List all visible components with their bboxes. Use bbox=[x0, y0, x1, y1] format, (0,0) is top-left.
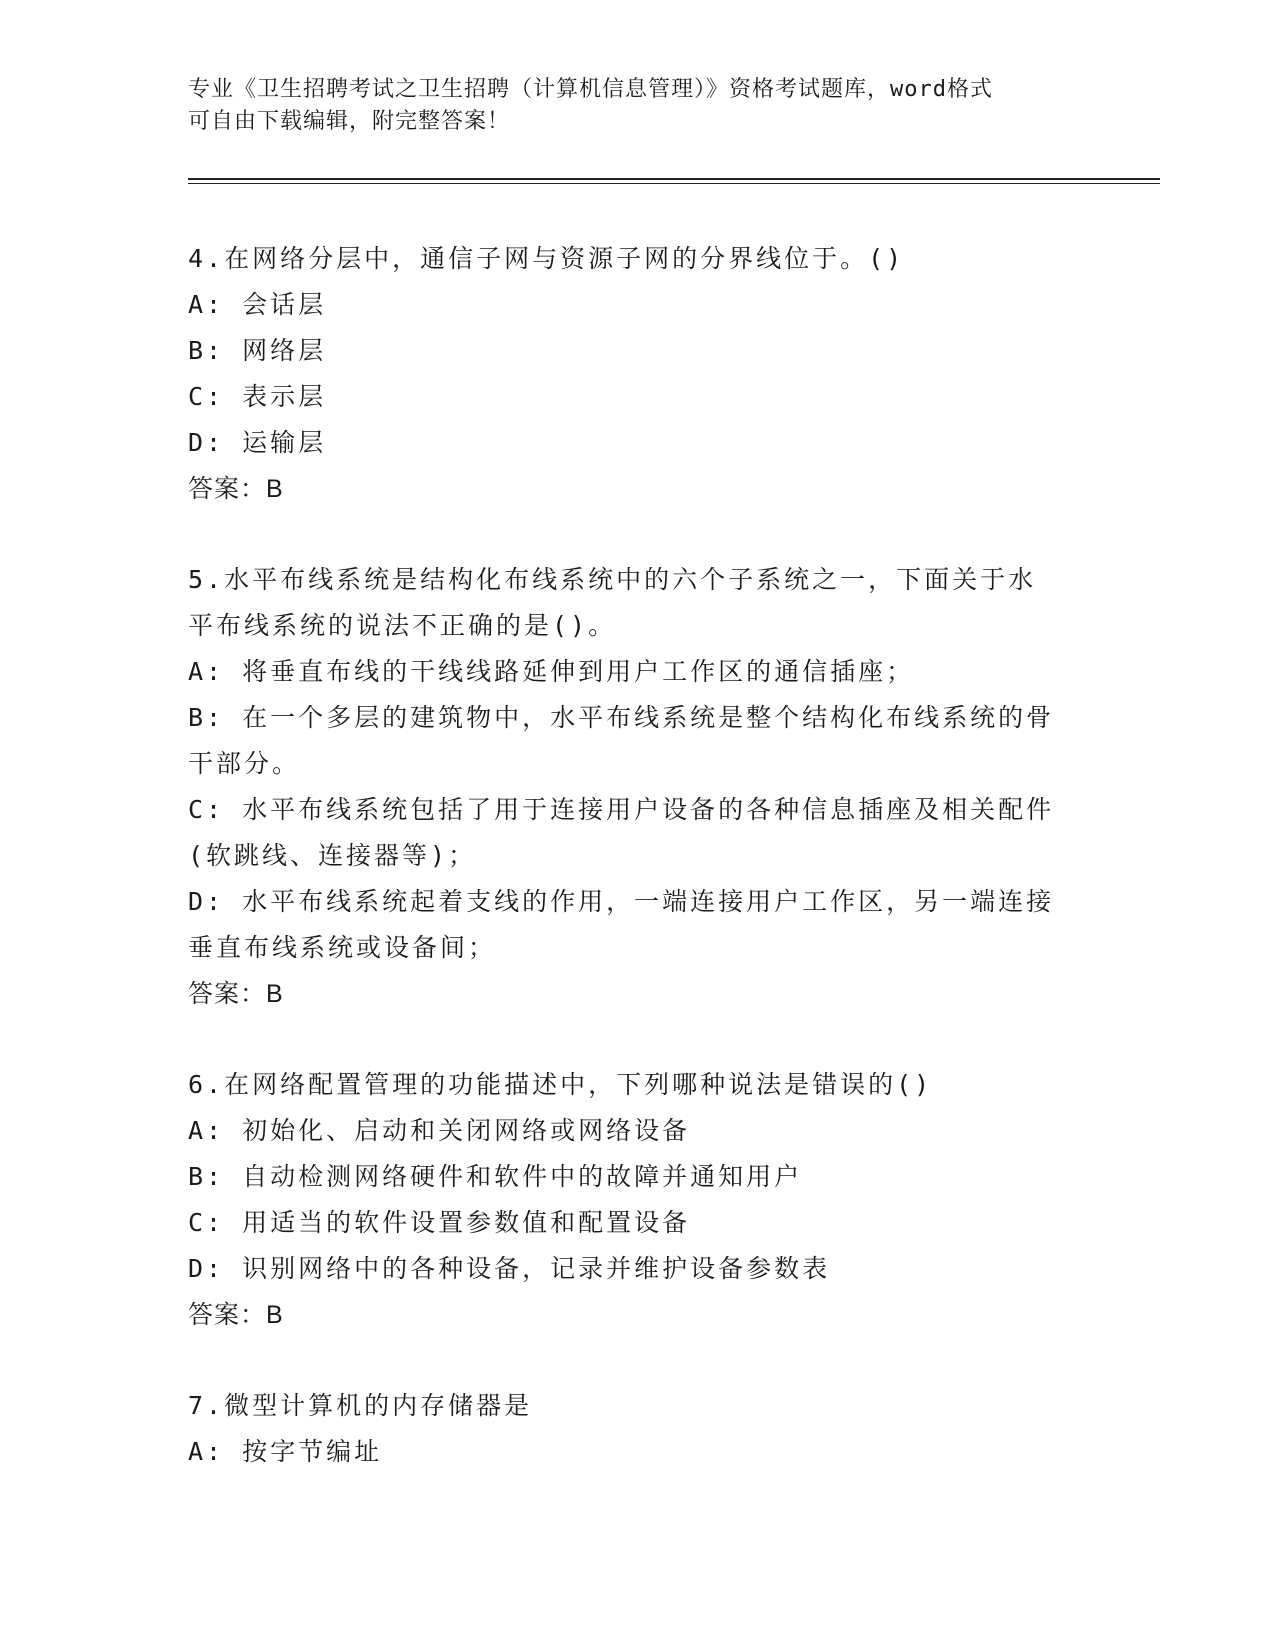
question-stem: 4.在网络分层中，通信子网与资源子网的分界线位于。() bbox=[188, 244, 905, 273]
answer-line: 答案：B bbox=[188, 1301, 284, 1329]
answer-line: 答案：B bbox=[188, 980, 284, 1008]
option-line: B: 网络层 bbox=[188, 336, 327, 365]
question-block bbox=[188, 1062, 1088, 1338]
answer-line: 答案：B bbox=[188, 475, 284, 503]
question-block bbox=[188, 557, 1088, 1017]
question-block bbox=[188, 1383, 1088, 1475]
option-line: (软跳线、连接器等)； bbox=[188, 841, 477, 870]
option-line: A: 会话层 bbox=[188, 290, 327, 319]
document-header bbox=[188, 74, 1068, 138]
question-stem: 7.微型计算机的内存储器是 bbox=[188, 1391, 533, 1420]
question-block bbox=[188, 236, 1088, 512]
option-line: B: 在一个多层的建筑物中，水平布线系统是整个结构化布线系统的骨 bbox=[188, 703, 1055, 732]
option-line: A: 初始化、启动和关闭网络或网络设备 bbox=[188, 1116, 691, 1145]
header-line-1: 专业《卫生招聘考试之卫生招聘（计算机信息管理）》资格考试题库，word格式 bbox=[188, 77, 993, 102]
option-line: D: 运输层 bbox=[188, 428, 327, 457]
option-line: 垂直布线系统或设备间； bbox=[188, 933, 497, 962]
question-stem: 平布线系统的说法不正确的是()。 bbox=[188, 611, 617, 640]
question-stem: 5.水平布线系统是结构化布线系统中的六个子系统之一，下面关于水 bbox=[188, 565, 1037, 594]
option-line: D: 水平布线系统起着支线的作用，一端连接用户工作区，另一端连接 bbox=[188, 887, 1055, 916]
header-line-2: 可自由下载编辑，附完整答案！ bbox=[188, 109, 511, 134]
header-divider-thin bbox=[188, 183, 1160, 184]
option-line: C: 水平布线系统包括了用于连接用户设备的各种信息插座及相关配件 bbox=[188, 795, 1055, 824]
question-list bbox=[188, 236, 1088, 1520]
header-divider-thick bbox=[188, 178, 1160, 180]
option-line: A: 按字节编址 bbox=[188, 1437, 383, 1466]
option-line: A: 将垂直布线的干线线路延伸到用户工作区的通信插座； bbox=[188, 657, 915, 686]
option-line: C: 用适当的软件设置参数值和配置设备 bbox=[188, 1208, 691, 1237]
option-line: 干部分。 bbox=[188, 749, 301, 778]
option-line: D: 识别网络中的各种设备，记录并维护设备参数表 bbox=[188, 1254, 831, 1283]
option-line: B: 自动检测网络硬件和软件中的故障并通知用户 bbox=[188, 1162, 803, 1191]
option-line: C: 表示层 bbox=[188, 382, 327, 411]
question-stem: 6.在网络配置管理的功能描述中，下列哪种说法是错误的() bbox=[188, 1070, 933, 1099]
